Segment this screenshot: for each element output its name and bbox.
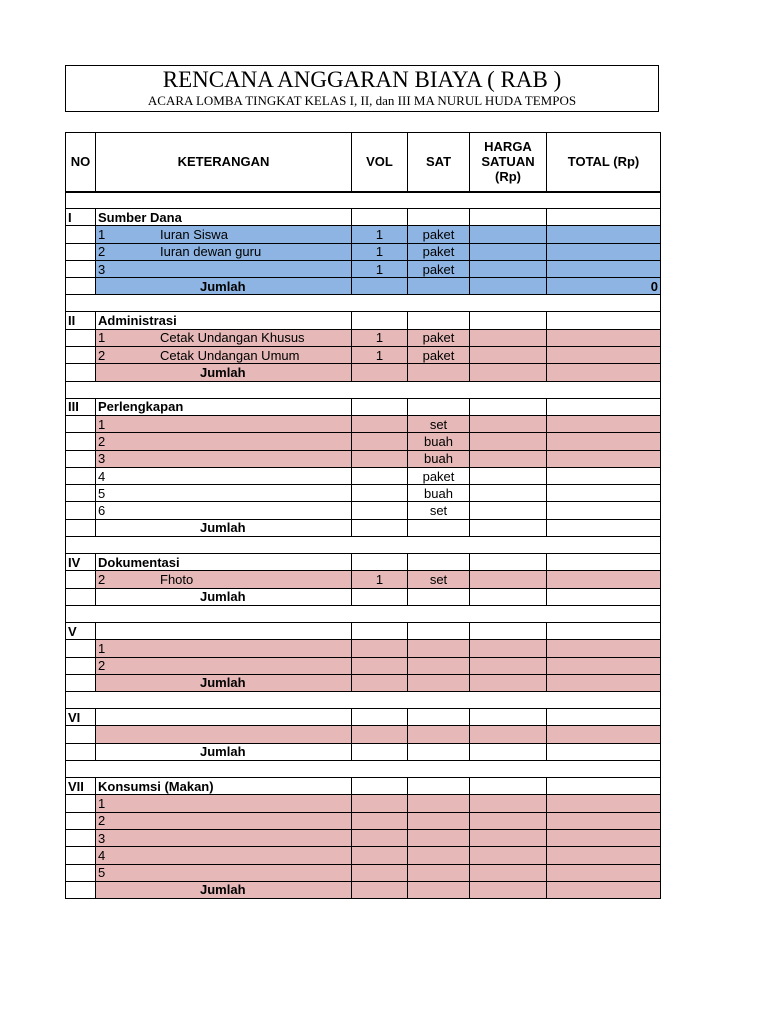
jumlah-vol [352, 674, 408, 691]
item-description-cell [96, 347, 352, 364]
spacer-row [66, 692, 661, 709]
section-number: IV [66, 554, 96, 571]
jumlah-harga [470, 743, 547, 760]
jumlah-row [66, 364, 661, 381]
item-harga-satuan [470, 433, 547, 450]
empty-cell [408, 554, 470, 571]
jumlah-label: Jumlah [96, 519, 352, 536]
item-number: 1 [98, 330, 106, 346]
item-sat: set [408, 502, 470, 519]
item-total [547, 812, 661, 829]
item-harga-satuan [470, 795, 547, 812]
jumlah-vol [352, 364, 408, 381]
item-harga-satuan [470, 243, 547, 260]
jumlah-row [66, 881, 661, 898]
header-harga-satuan: HARGA SATUAN (Rp) [470, 133, 547, 192]
jumlah-harga [470, 519, 547, 536]
item-no-cell [66, 812, 96, 829]
section-title [96, 622, 352, 639]
jumlah-sat [408, 743, 470, 760]
item-description-cell [96, 450, 352, 467]
item-description-cell [96, 726, 352, 743]
jumlah-row [66, 674, 661, 691]
header-no: NO [66, 133, 96, 192]
empty-cell [352, 554, 408, 571]
item-number: 2 [98, 347, 106, 363]
empty-cell [352, 209, 408, 226]
jumlah-no-cell [66, 588, 96, 605]
item-row [66, 795, 661, 812]
section-header-row [66, 312, 661, 329]
item-harga-satuan [470, 260, 547, 277]
empty-cell [352, 398, 408, 415]
document-subtitle: ACARA LOMBA TINGKAT KELAS I, II, dan III MA NURUL HUDA TEMPOS [147, 93, 577, 108]
item-no-cell [66, 864, 96, 881]
jumlah-sat [408, 278, 470, 295]
empty-cell [408, 778, 470, 795]
item-total [547, 260, 661, 277]
item-row [66, 657, 661, 674]
section-title: Konsumsi (Makan) [96, 778, 352, 795]
item-row [66, 467, 661, 484]
item-vol [352, 657, 408, 674]
item-row [66, 864, 661, 881]
item-description: Cetak Undangan Khusus [160, 330, 305, 346]
item-total [547, 329, 661, 346]
item-no-cell [66, 415, 96, 432]
item-number: 2 [98, 813, 106, 829]
header-sat: SAT [408, 133, 470, 192]
section-header-row [66, 622, 661, 639]
item-vol: 1 [352, 329, 408, 346]
section-number: V [66, 622, 96, 639]
item-number: 2 [98, 244, 106, 260]
item-description: Fhoto [160, 571, 194, 587]
item-row [66, 329, 661, 346]
item-description-cell [96, 433, 352, 450]
section-title: Perlengkapan [96, 398, 352, 415]
item-sat [408, 812, 470, 829]
jumlah-harga [470, 674, 547, 691]
item-vol [352, 640, 408, 657]
item-harga-satuan [470, 640, 547, 657]
item-vol [352, 502, 408, 519]
item-number: 2 [98, 571, 106, 587]
header-total: TOTAL (Rp) [547, 133, 661, 192]
item-total [547, 450, 661, 467]
item-no-cell [66, 795, 96, 812]
spacer-row [66, 605, 661, 622]
jumlah-total [547, 881, 661, 898]
empty-cell [470, 778, 547, 795]
document-title: RENCANA ANGGARAN BIAYA ( RAB ) [162, 67, 562, 92]
item-harga-satuan [470, 726, 547, 743]
spacer-row [66, 761, 661, 778]
jumlah-vol [352, 743, 408, 760]
item-no-cell [66, 726, 96, 743]
item-description-cell [96, 226, 352, 243]
item-description-cell [96, 795, 352, 812]
item-harga-satuan [470, 502, 547, 519]
item-description-cell [96, 329, 352, 346]
jumlah-sat [408, 588, 470, 605]
section-header-row [66, 709, 661, 726]
item-sat [408, 657, 470, 674]
empty-cell [352, 778, 408, 795]
item-description-cell [96, 640, 352, 657]
jumlah-no-cell [66, 881, 96, 898]
jumlah-row [66, 278, 661, 295]
empty-cell [408, 709, 470, 726]
item-no-cell [66, 450, 96, 467]
item-vol [352, 864, 408, 881]
item-total [547, 571, 661, 588]
item-no-cell [66, 485, 96, 502]
item-description-cell [96, 829, 352, 846]
item-sat: buah [408, 433, 470, 450]
item-row [66, 640, 661, 657]
spacer-cell [66, 605, 661, 622]
item-description-cell [96, 467, 352, 484]
item-vol [352, 829, 408, 846]
item-vol: 1 [352, 243, 408, 260]
item-number: 6 [98, 503, 106, 519]
item-vol [352, 467, 408, 484]
item-description-cell [96, 485, 352, 502]
item-vol [352, 415, 408, 432]
item-vol: 1 [352, 226, 408, 243]
jumlah-vol [352, 519, 408, 536]
item-harga-satuan [470, 812, 547, 829]
jumlah-label: Jumlah [96, 743, 352, 760]
jumlah-label: Jumlah [96, 674, 352, 691]
empty-cell [547, 709, 661, 726]
item-harga-satuan [470, 347, 547, 364]
item-sat: paket [408, 467, 470, 484]
item-number: 3 [98, 261, 106, 277]
jumlah-row [66, 743, 661, 760]
empty-cell [547, 778, 661, 795]
spacer-row [66, 537, 661, 554]
empty-cell [352, 622, 408, 639]
empty-cell [408, 398, 470, 415]
section-title [96, 709, 352, 726]
empty-cell [408, 209, 470, 226]
item-row [66, 571, 661, 588]
item-harga-satuan [470, 329, 547, 346]
item-vol: 1 [352, 571, 408, 588]
jumlah-label: Jumlah [96, 588, 352, 605]
item-number: 1 [98, 640, 106, 656]
item-harga-satuan [470, 657, 547, 674]
item-row [66, 847, 661, 864]
empty-cell [547, 554, 661, 571]
item-number: 5 [98, 865, 106, 881]
section-header-row [66, 209, 661, 226]
item-harga-satuan [470, 467, 547, 484]
empty-cell [547, 312, 661, 329]
item-vol [352, 433, 408, 450]
item-description-cell [96, 812, 352, 829]
item-harga-satuan [470, 226, 547, 243]
item-description: Iuran Siswa [160, 226, 228, 242]
jumlah-harga [470, 278, 547, 295]
item-number: 4 [98, 847, 106, 863]
section-number: II [66, 312, 96, 329]
item-description-cell [96, 260, 352, 277]
empty-cell [408, 312, 470, 329]
jumlah-total [547, 588, 661, 605]
item-no-cell [66, 571, 96, 588]
item-number: 2 [98, 433, 106, 449]
jumlah-total [547, 364, 661, 381]
empty-cell [547, 398, 661, 415]
item-harga-satuan [470, 571, 547, 588]
item-sat [408, 795, 470, 812]
jumlah-sat [408, 674, 470, 691]
jumlah-vol [352, 588, 408, 605]
empty-cell [408, 622, 470, 639]
empty-cell [470, 312, 547, 329]
item-sat [408, 829, 470, 846]
item-number: 2 [98, 658, 106, 674]
item-no-cell [66, 657, 96, 674]
empty-cell [352, 709, 408, 726]
item-row [66, 260, 661, 277]
item-harga-satuan [470, 847, 547, 864]
item-number: 3 [98, 830, 106, 846]
item-row [66, 829, 661, 846]
empty-cell [352, 312, 408, 329]
item-vol [352, 726, 408, 743]
section-header-row [66, 778, 661, 795]
empty-cell [470, 622, 547, 639]
item-description-cell [96, 243, 352, 260]
jumlah-no-cell [66, 674, 96, 691]
item-total [547, 243, 661, 260]
item-number: 5 [98, 485, 106, 501]
spacer-row [66, 295, 661, 312]
item-sat: set [408, 415, 470, 432]
item-total [547, 864, 661, 881]
jumlah-label: Jumlah [96, 881, 352, 898]
item-description-cell [96, 415, 352, 432]
item-sat: paket [408, 329, 470, 346]
jumlah-harga [470, 364, 547, 381]
item-total [547, 415, 661, 432]
empty-cell [547, 622, 661, 639]
item-harga-satuan [470, 415, 547, 432]
jumlah-vol [352, 881, 408, 898]
item-vol: 1 [352, 260, 408, 277]
item-number: 3 [98, 451, 106, 467]
item-sat: paket [408, 243, 470, 260]
section-number: VII [66, 778, 96, 795]
item-number: 1 [98, 416, 106, 432]
item-total [547, 847, 661, 864]
empty-cell [470, 398, 547, 415]
item-row [66, 433, 661, 450]
item-total [547, 640, 661, 657]
item-total [547, 829, 661, 846]
item-sat: paket [408, 260, 470, 277]
jumlah-vol [352, 278, 408, 295]
jumlah-sat [408, 881, 470, 898]
item-vol [352, 485, 408, 502]
item-number: 1 [98, 795, 106, 811]
section-header-row [66, 398, 661, 415]
item-total [547, 726, 661, 743]
item-row [66, 415, 661, 432]
spacer-row [66, 381, 661, 398]
empty-cell [470, 554, 547, 571]
spacer-cell [66, 537, 661, 554]
spacer-cell [66, 295, 661, 312]
item-number: 4 [98, 468, 106, 484]
item-vol: 1 [352, 347, 408, 364]
item-harga-satuan [470, 829, 547, 846]
budget-table [65, 132, 661, 899]
section-title: Sumber Dana [96, 209, 352, 226]
item-no-cell [66, 467, 96, 484]
item-total [547, 485, 661, 502]
section-number: III [66, 398, 96, 415]
item-harga-satuan [470, 450, 547, 467]
item-row [66, 812, 661, 829]
jumlah-sat [408, 364, 470, 381]
jumlah-total [547, 743, 661, 760]
item-row [66, 485, 661, 502]
header-vol: VOL [352, 133, 408, 192]
jumlah-label: Jumlah [96, 364, 352, 381]
item-total [547, 657, 661, 674]
spacer-row [66, 192, 661, 209]
header-row [66, 133, 661, 192]
item-row [66, 450, 661, 467]
item-description-cell [96, 657, 352, 674]
header-keterangan: KETERANGAN [96, 133, 352, 192]
item-sat: buah [408, 485, 470, 502]
item-vol [352, 450, 408, 467]
jumlah-no-cell [66, 519, 96, 536]
item-number: 1 [98, 226, 106, 242]
item-sat [408, 726, 470, 743]
item-sat: paket [408, 347, 470, 364]
jumlah-no-cell [66, 743, 96, 760]
item-no-cell [66, 347, 96, 364]
section-title: Administrasi [96, 312, 352, 329]
item-row [66, 226, 661, 243]
item-description-cell [96, 571, 352, 588]
section-number: I [66, 209, 96, 226]
jumlah-no-cell [66, 364, 96, 381]
item-no-cell [66, 329, 96, 346]
jumlah-total [547, 674, 661, 691]
spacer-cell [66, 761, 661, 778]
empty-cell [470, 209, 547, 226]
item-no-cell [66, 243, 96, 260]
item-total [547, 433, 661, 450]
item-sat: set [408, 571, 470, 588]
item-sat [408, 864, 470, 881]
item-vol [352, 795, 408, 812]
item-no-cell [66, 640, 96, 657]
item-total [547, 795, 661, 812]
empty-cell [470, 709, 547, 726]
item-harga-satuan [470, 485, 547, 502]
title-box [65, 65, 659, 112]
spacer-cell [66, 381, 661, 398]
section-title: Dokumentasi [96, 554, 352, 571]
jumlah-row [66, 519, 661, 536]
item-no-cell [66, 829, 96, 846]
item-sat: buah [408, 450, 470, 467]
section-header-row [66, 554, 661, 571]
section-number: VI [66, 709, 96, 726]
jumlah-harga [470, 881, 547, 898]
item-description: Cetak Undangan Umum [160, 347, 300, 363]
item-description-cell [96, 847, 352, 864]
item-description: Iuran dewan guru [160, 244, 262, 260]
item-total [547, 502, 661, 519]
jumlah-row [66, 588, 661, 605]
jumlah-sat [408, 519, 470, 536]
item-sat [408, 847, 470, 864]
item-total [547, 467, 661, 484]
jumlah-label: Jumlah [96, 278, 352, 295]
jumlah-total [547, 519, 661, 536]
spacer-cell [66, 192, 661, 209]
item-no-cell [66, 433, 96, 450]
item-vol [352, 847, 408, 864]
item-sat [408, 640, 470, 657]
jumlah-total: 0 [547, 278, 661, 295]
item-description-cell [96, 864, 352, 881]
table-body [66, 192, 661, 899]
item-no-cell [66, 847, 96, 864]
item-row [66, 243, 661, 260]
item-harga-satuan [470, 864, 547, 881]
item-total [547, 347, 661, 364]
jumlah-no-cell [66, 278, 96, 295]
item-no-cell [66, 502, 96, 519]
item-vol [352, 812, 408, 829]
item-row [66, 726, 661, 743]
item-description-cell [96, 502, 352, 519]
item-no-cell [66, 226, 96, 243]
jumlah-harga [470, 588, 547, 605]
item-row [66, 502, 661, 519]
item-sat: paket [408, 226, 470, 243]
item-total [547, 226, 661, 243]
empty-cell [547, 209, 661, 226]
item-row [66, 347, 661, 364]
spacer-cell [66, 692, 661, 709]
item-no-cell [66, 260, 96, 277]
